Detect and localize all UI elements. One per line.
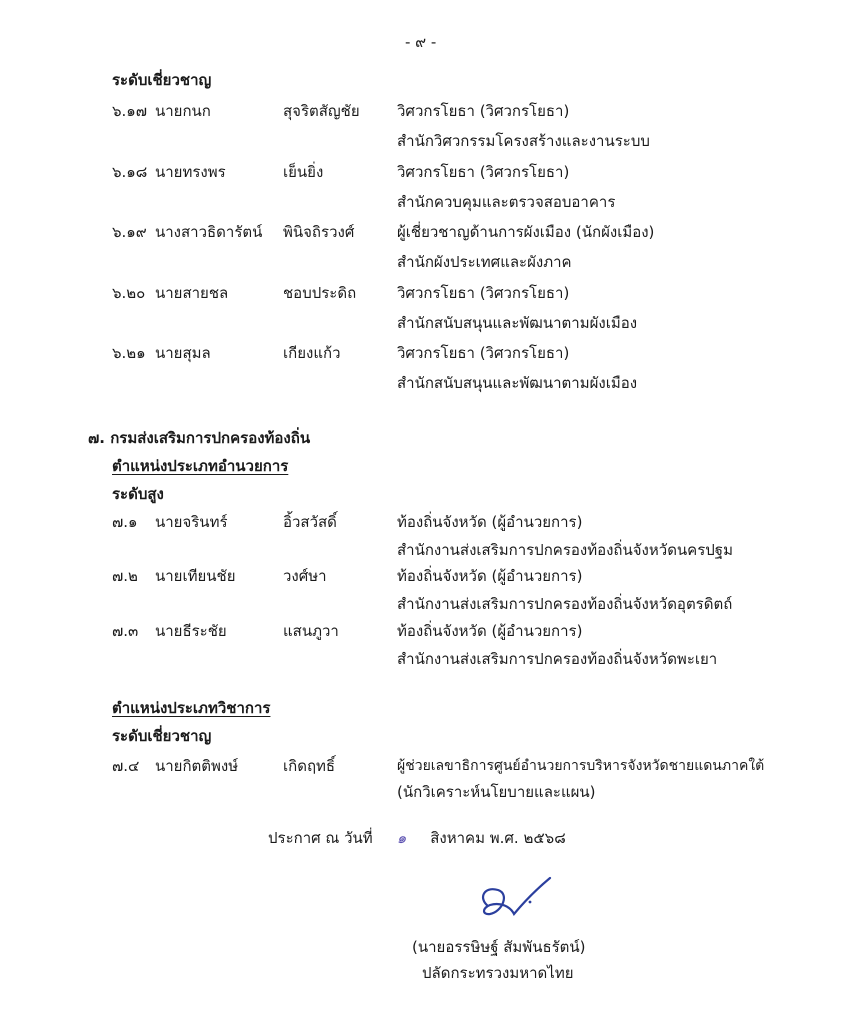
page-number: - ๙ -	[405, 33, 437, 51]
academic-level-heading: ระดับเชี่ยวชาญ	[112, 727, 212, 745]
row-office: สำนักงานส่งเสริมการปกครองท้องถิ่นจังหวัดพะเยา	[397, 650, 718, 668]
row-position: วิศวกรโยธา (วิศวกรโยธา)	[397, 284, 570, 302]
row-no: ๖.๑๙	[112, 223, 147, 241]
row-surname: สุจริตสัญชัย	[283, 102, 360, 120]
row-office: สำนักงานส่งเสริมการปกครองท้องถิ่นจังหวัดอุตรดิตถ์	[397, 595, 733, 613]
row-position: วิศวกรโยธา (วิศวกรโยธา)	[397, 102, 570, 120]
row-office: (นักวิเคราะห์นโยบายและแผน)	[397, 783, 596, 801]
row-name: นายกิตติพงษ์	[155, 757, 239, 775]
section6-level-heading: ระดับเชี่ยวชาญ	[112, 71, 212, 89]
row-office: สำนักงานส่งเสริมการปกครองท้องถิ่นจังหวัดนครปฐม	[397, 541, 733, 559]
row-no: ๖.๒๑	[112, 344, 146, 362]
row-position: ผู้ช่วยเลขาธิการศูนย์อำนวยการบริหารจังหวัดชายแดนภาคใต้	[397, 758, 765, 774]
row-office: สำนักสนับสนุนและพัฒนาตามผังเมือง	[397, 314, 638, 332]
admin-type-heading: ตำแหน่งประเภทอำนวยการ	[112, 457, 289, 475]
row-surname: พินิจถิรวงศ์	[283, 223, 355, 241]
row-name: นางสาวธิดารัตน์	[155, 223, 263, 241]
row-no: ๖.๒๐	[112, 284, 146, 302]
row-no: ๗.๑	[112, 513, 138, 531]
row-position: วิศวกรโยธา (วิศวกรโยธา)	[397, 163, 570, 181]
row-office: สำนักควบคุมและตรวจสอบอาคาร	[397, 193, 616, 211]
announcement-prefix: ประกาศ ณ วันที่	[268, 829, 373, 847]
row-office: สำนักผังประเทศและผังภาค	[397, 253, 572, 271]
row-surname: ชอบประดิถ	[283, 284, 357, 302]
row-office: สำนักสนับสนุนและพัฒนาตามผังเมือง	[397, 374, 638, 392]
row-no: ๗.๔	[112, 757, 140, 775]
row-position: ผู้เชี่ยวชาญด้านการผังเมือง (นักผังเมือง)	[397, 223, 655, 241]
row-no: ๖.๑๗	[112, 102, 148, 120]
announcement-month-year: สิงหาคม พ.ศ. ๒๕๖๘	[430, 829, 566, 847]
admin-level-heading: ระดับสูง	[112, 485, 164, 503]
row-name: นายสุมล	[155, 344, 211, 362]
row-surname: เกียงแก้ว	[283, 344, 341, 362]
row-position: ท้องถิ่นจังหวัด (ผู้อำนวยการ)	[397, 513, 583, 531]
row-position: ท้องถิ่นจังหวัด (ผู้อำนวยการ)	[397, 622, 583, 640]
signatory-title: ปลัดกระทรวงมหาดไทย	[422, 964, 574, 982]
row-position: วิศวกรโยธา (วิศวกรโยธา)	[397, 344, 570, 362]
row-position: ท้องถิ่นจังหวัด (ผู้อำนวยการ)	[397, 567, 583, 585]
section7-heading: ๗. กรมส่งเสริมการปกครองท้องถิ่น	[88, 429, 311, 447]
signature-icon	[468, 872, 558, 928]
academic-type-heading: ตำแหน่งประเภทวิชาการ	[112, 699, 271, 717]
row-surname: เย็นยิ่ง	[283, 163, 324, 181]
row-surname: วงศ์ษา	[283, 567, 327, 585]
row-no: ๗.๒	[112, 567, 138, 585]
row-no: ๖.๑๘	[112, 163, 148, 181]
row-name: นายกนก	[155, 102, 211, 120]
row-surname: อิ้วสวัสดิ์	[283, 513, 337, 531]
row-name: นายธีระชัย	[155, 622, 227, 640]
row-surname: แสนภูวา	[283, 622, 339, 640]
row-office: สำนักวิศวกรรมโครงสร้างและงานระบบ	[397, 132, 650, 150]
row-name: นายสายชล	[155, 284, 229, 302]
row-name: นายเทียนชัย	[155, 567, 236, 585]
row-name: นายทรงพร	[155, 163, 226, 181]
row-surname: เกิดฤทธิ์	[283, 757, 336, 775]
announcement-day: ๑	[396, 829, 407, 847]
signatory-name: (นายอรรษิษฐ์ สัมพันธรัตน์)	[412, 938, 586, 956]
row-no: ๗.๓	[112, 622, 139, 640]
row-name: นายจรินทร์	[155, 513, 228, 531]
announcement-date	[268, 828, 566, 848]
